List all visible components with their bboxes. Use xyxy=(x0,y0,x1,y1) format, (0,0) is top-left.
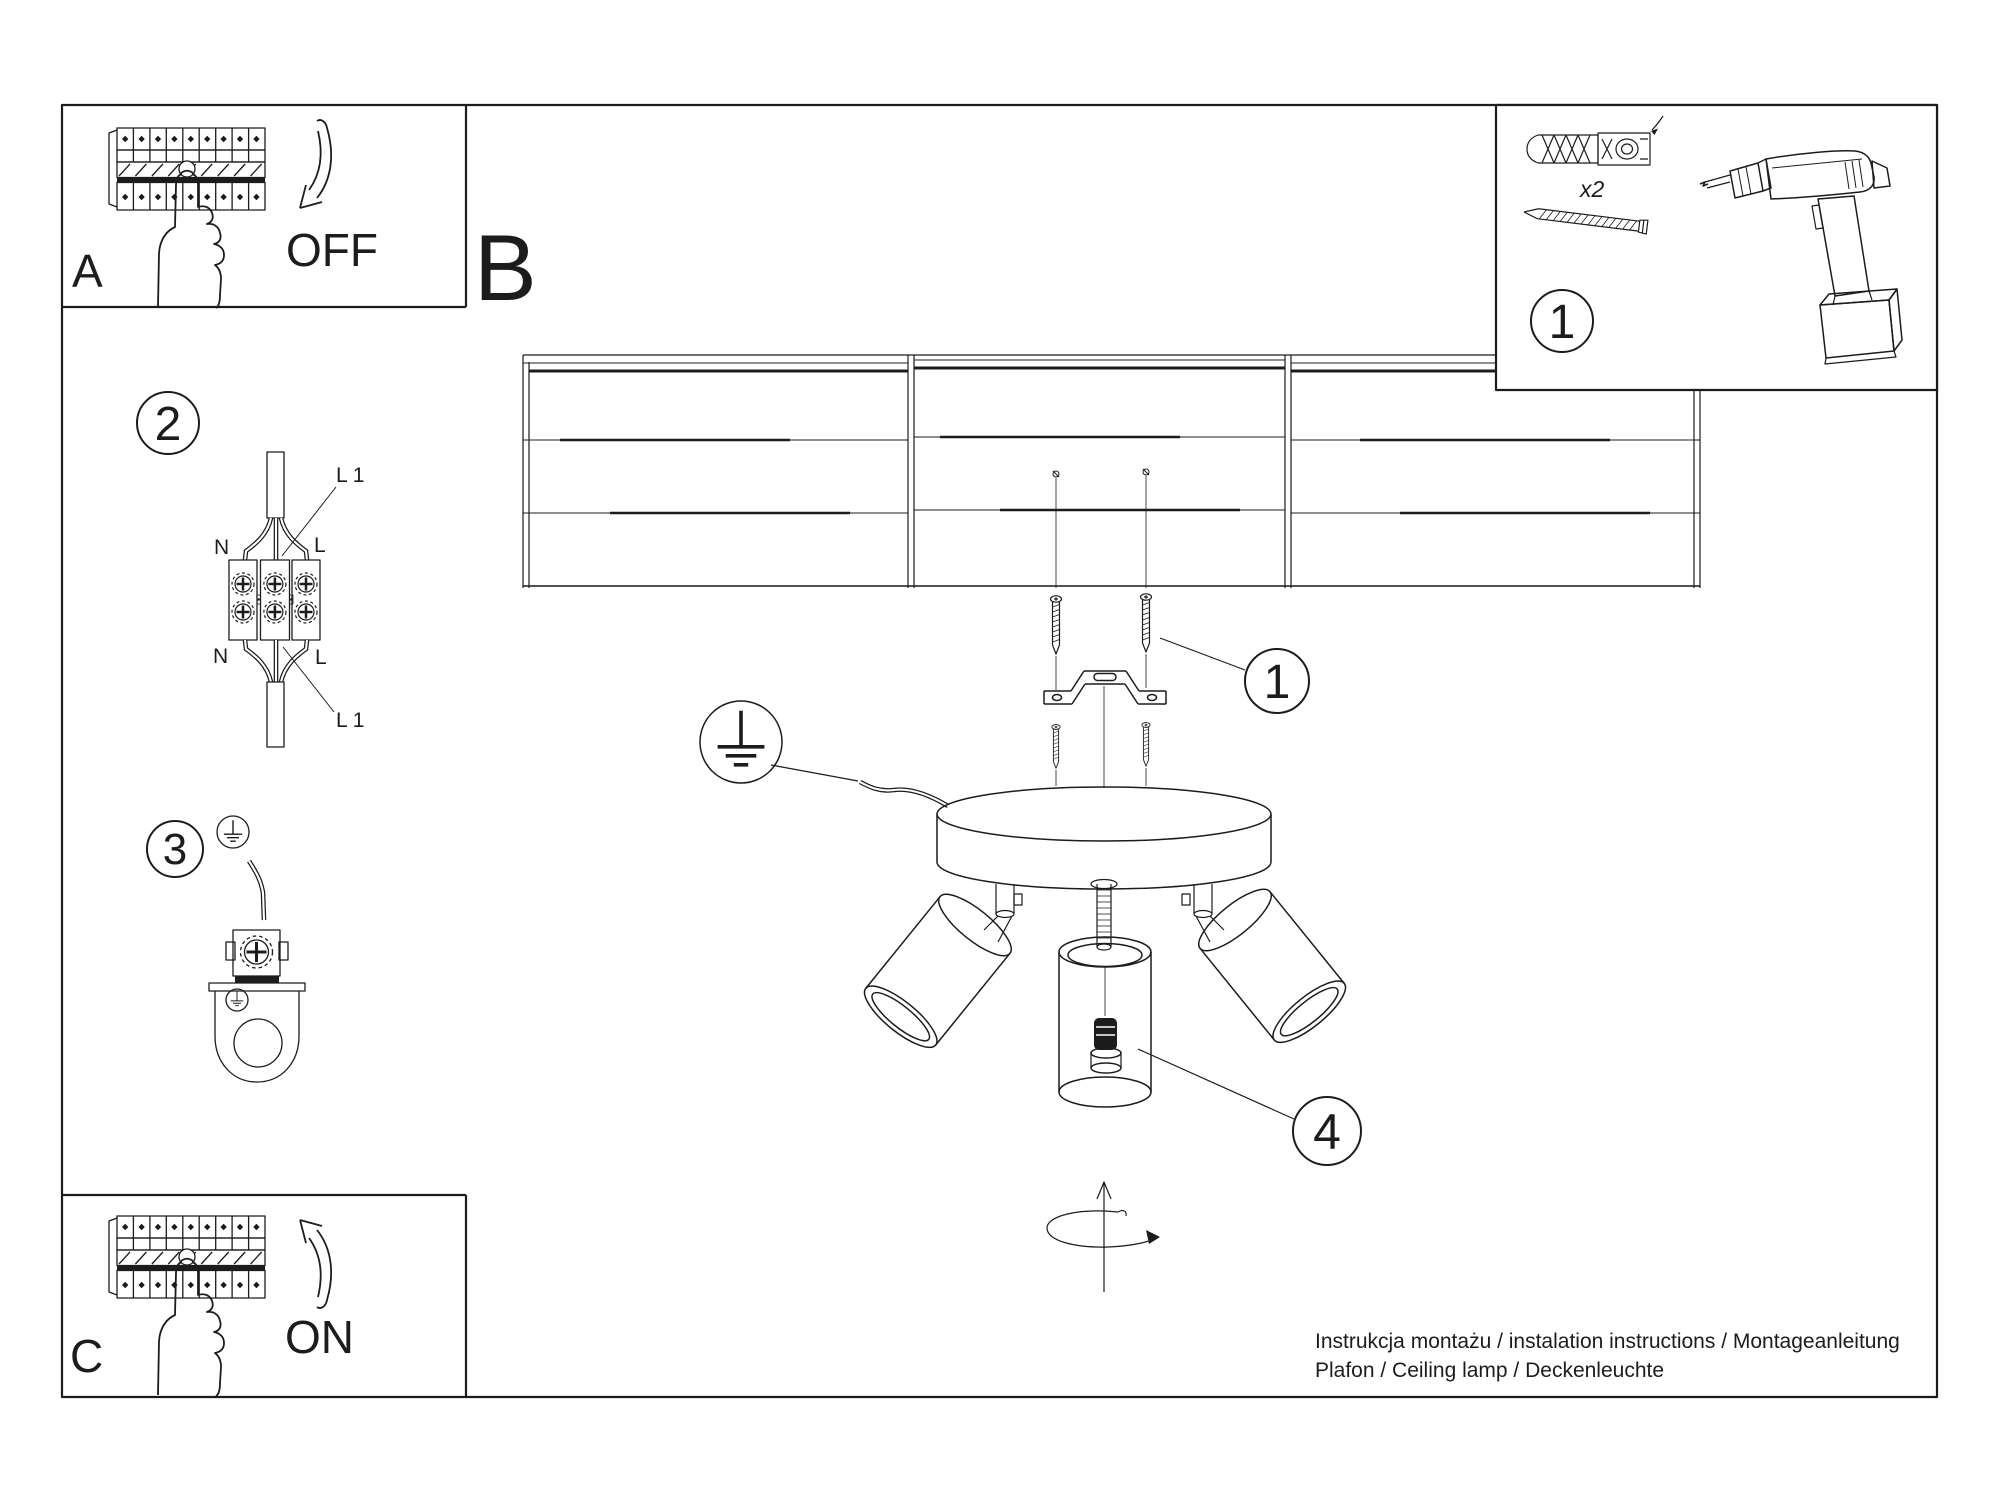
on-arrow-icon xyxy=(300,1220,331,1308)
label-n-top: N xyxy=(214,536,230,559)
callout-ground xyxy=(147,821,203,877)
panel-c-letter: C xyxy=(70,1330,104,1382)
footer-text xyxy=(1315,1330,1900,1382)
earth-terminal xyxy=(209,930,305,1082)
step-wiring xyxy=(137,392,364,747)
callout-tools-number: 1 xyxy=(1548,296,1576,349)
mounting-bracket xyxy=(1044,671,1166,704)
ground-wire-short xyxy=(249,861,264,920)
pointing-hand-icon xyxy=(158,171,224,308)
wires-top xyxy=(245,518,307,560)
ground-symbol-icon xyxy=(217,816,249,848)
on-label: ON xyxy=(285,1311,354,1363)
spot-head-left xyxy=(856,885,1019,1057)
assembly-guide-lines xyxy=(1056,476,1146,788)
panel-a-letter: A xyxy=(72,245,103,297)
callout-bracket xyxy=(1160,638,1309,713)
canopy xyxy=(937,787,1271,889)
lamp-stem xyxy=(1091,880,1117,951)
spot-head-right xyxy=(1191,880,1354,1052)
label-l-top: L xyxy=(314,534,326,557)
label-l1-bottom: L 1 xyxy=(336,709,365,732)
callout-ground-number: 3 xyxy=(162,825,188,874)
screw-quantity-label: x2 xyxy=(1580,176,1605,202)
footer-line-1: Instrukcja montażu / instalation instructions / Montageanleitung xyxy=(1315,1330,1900,1353)
l1-leader-top xyxy=(282,487,336,556)
panel-c xyxy=(70,1216,354,1396)
panel-b-letter: B xyxy=(474,215,537,320)
breaker-panel-icon xyxy=(109,128,265,210)
pointing-hand-icon xyxy=(158,1259,224,1396)
rotation-arrow-icon xyxy=(1047,1182,1160,1292)
off-label: OFF xyxy=(286,224,378,276)
breaker-panel-icon xyxy=(109,1216,265,1298)
left-column xyxy=(62,105,466,1397)
callout-rotate-number: 4 xyxy=(1313,1104,1341,1160)
label-n-bottom: N xyxy=(213,645,229,668)
tools-panel xyxy=(1496,105,1937,390)
callout-wiring xyxy=(137,392,199,454)
spot-head-center xyxy=(1059,937,1151,1107)
gu10-socket-icon xyxy=(1091,1018,1121,1073)
callout-bracket-number: 1 xyxy=(1263,656,1291,709)
label-l-bottom: L xyxy=(315,646,327,669)
cable-top xyxy=(267,452,284,518)
footer-line-2: Plafon / Ceiling lamp / Deckenleuchte xyxy=(1315,1359,1665,1382)
label-l1-top: L 1 xyxy=(336,464,365,487)
terminal-block xyxy=(229,560,320,640)
cable-bottom xyxy=(267,682,284,747)
ground-wire xyxy=(860,782,948,806)
spot-pivot-left xyxy=(984,884,1022,942)
callout-wiring-number: 2 xyxy=(154,398,182,451)
wires-bottom xyxy=(245,640,307,682)
mounting-screw-icon xyxy=(1051,596,1062,654)
mounting-screw-icon xyxy=(1141,594,1152,652)
panel-a xyxy=(72,120,378,308)
off-arrow-icon xyxy=(300,120,331,208)
callout-rotate xyxy=(1138,1049,1361,1165)
step-ground xyxy=(147,816,305,1082)
bracket-screw-icon xyxy=(1142,723,1150,767)
ground-class-icon xyxy=(700,701,858,783)
ground-mark-icon xyxy=(226,989,248,1011)
pilot-hole-icon xyxy=(1053,469,1149,477)
bracket-screw-icon xyxy=(1052,725,1060,769)
